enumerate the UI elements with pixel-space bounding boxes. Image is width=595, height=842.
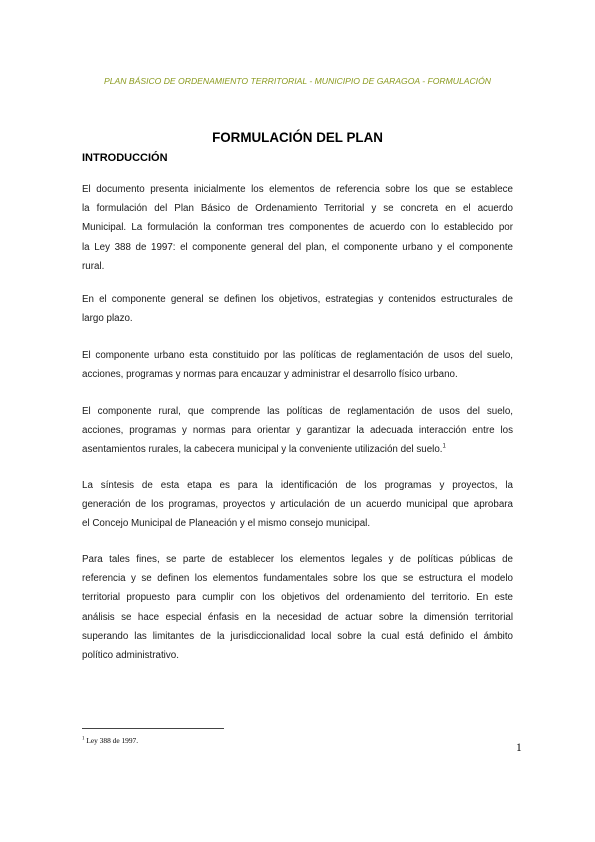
text-line: el Concejo Municipal de Planeación y el mismo consejo municipal. [82, 518, 371, 530]
text-line: generación de los programas, proyectos y articulación de un acuerdo municipal que aprobara [82, 499, 513, 511]
text-line: El componente urbano esta constituido por las políticas de reglamentación de usos del suelo, [82, 350, 513, 361]
footnote-separator [82, 728, 224, 729]
text-line: político administrativo. [82, 649, 179, 661]
page-title: FORMULACIÓN DEL PLAN [212, 130, 383, 145]
text-line: acciones, programas y normas para orientar y garantizar la adecuada interacción entre los [82, 425, 513, 437]
paragraph-1 [82, 180, 513, 276]
text-line: La síntesis de esta etapa es para la identificación de los programas y proyectos, la [82, 480, 513, 491]
text-line: El documento presenta inicialmente los elementos de referencia sobre los que se establece [82, 184, 513, 195]
paragraph-5 [82, 476, 513, 534]
text-line: superando las limitantes de la jurisdiccionalidad local sobre la cual está definido el ámbito [82, 630, 513, 642]
footnote-reference[interactable]: 1 [442, 444, 446, 451]
text-line: la Ley 388 de 1997: el componente general del plan, el componente urbano y el componente [82, 241, 513, 253]
running-header: PLAN BÁSICO DE ORDENAMIENTO TERRITORIAL - MUNICIPIO DE GARAGOA - FORMULACIÓN [104, 76, 491, 86]
text-line: rural. [82, 260, 105, 272]
page-number: 1 [516, 742, 522, 754]
text-line: asentamientos rurales, la cabecera municipal y la conveniente utilización del suelo. [82, 444, 443, 456]
text-line: El componente rural, que comprende las políticas de reglamentación de usos del suelo, [82, 406, 513, 417]
text-line: Municipal. La formulación la conforman tres componentes de acuerdo con lo establecido por [82, 222, 513, 234]
paragraph-2 [82, 290, 513, 328]
paragraph-6 [82, 550, 513, 665]
text-line: territorial propuesto para cumplir con los objetivos del ordenamiento del territorio. En este [82, 592, 513, 604]
text-line: Para tales fines, se parte de establecer los elementos legales y de políticas públicas de [82, 554, 513, 565]
footnote-text: Ley 388 de 1997. [84, 736, 139, 745]
paragraph-3 [82, 346, 513, 384]
paragraph-4 [82, 402, 513, 460]
text-line: En el componente general se definen los objetivos, estrategias y contenidos estructurales de [82, 294, 513, 305]
section-heading: INTRODUCCIÓN [82, 152, 168, 164]
text-line: acciones, programas y normas para encauzar y administrar el desarrollo físico urbano. [82, 369, 458, 381]
text-line: referencia y se definen los elementos fundamentales sobre los que se estructura el modelo [82, 573, 513, 585]
text-line: la formulación del Plan Básico de Ordenamiento Territorial y se concreta en el acuerdo [82, 203, 513, 215]
footnote [82, 736, 138, 745]
text-line-with-footnote [82, 440, 513, 459]
text-line: análisis se hace especial énfasis en la necesidad de actuar sobre la dimensión territorial [82, 611, 513, 623]
footnote-number: 1 [82, 736, 85, 742]
text-line: largo plazo. [82, 313, 133, 325]
